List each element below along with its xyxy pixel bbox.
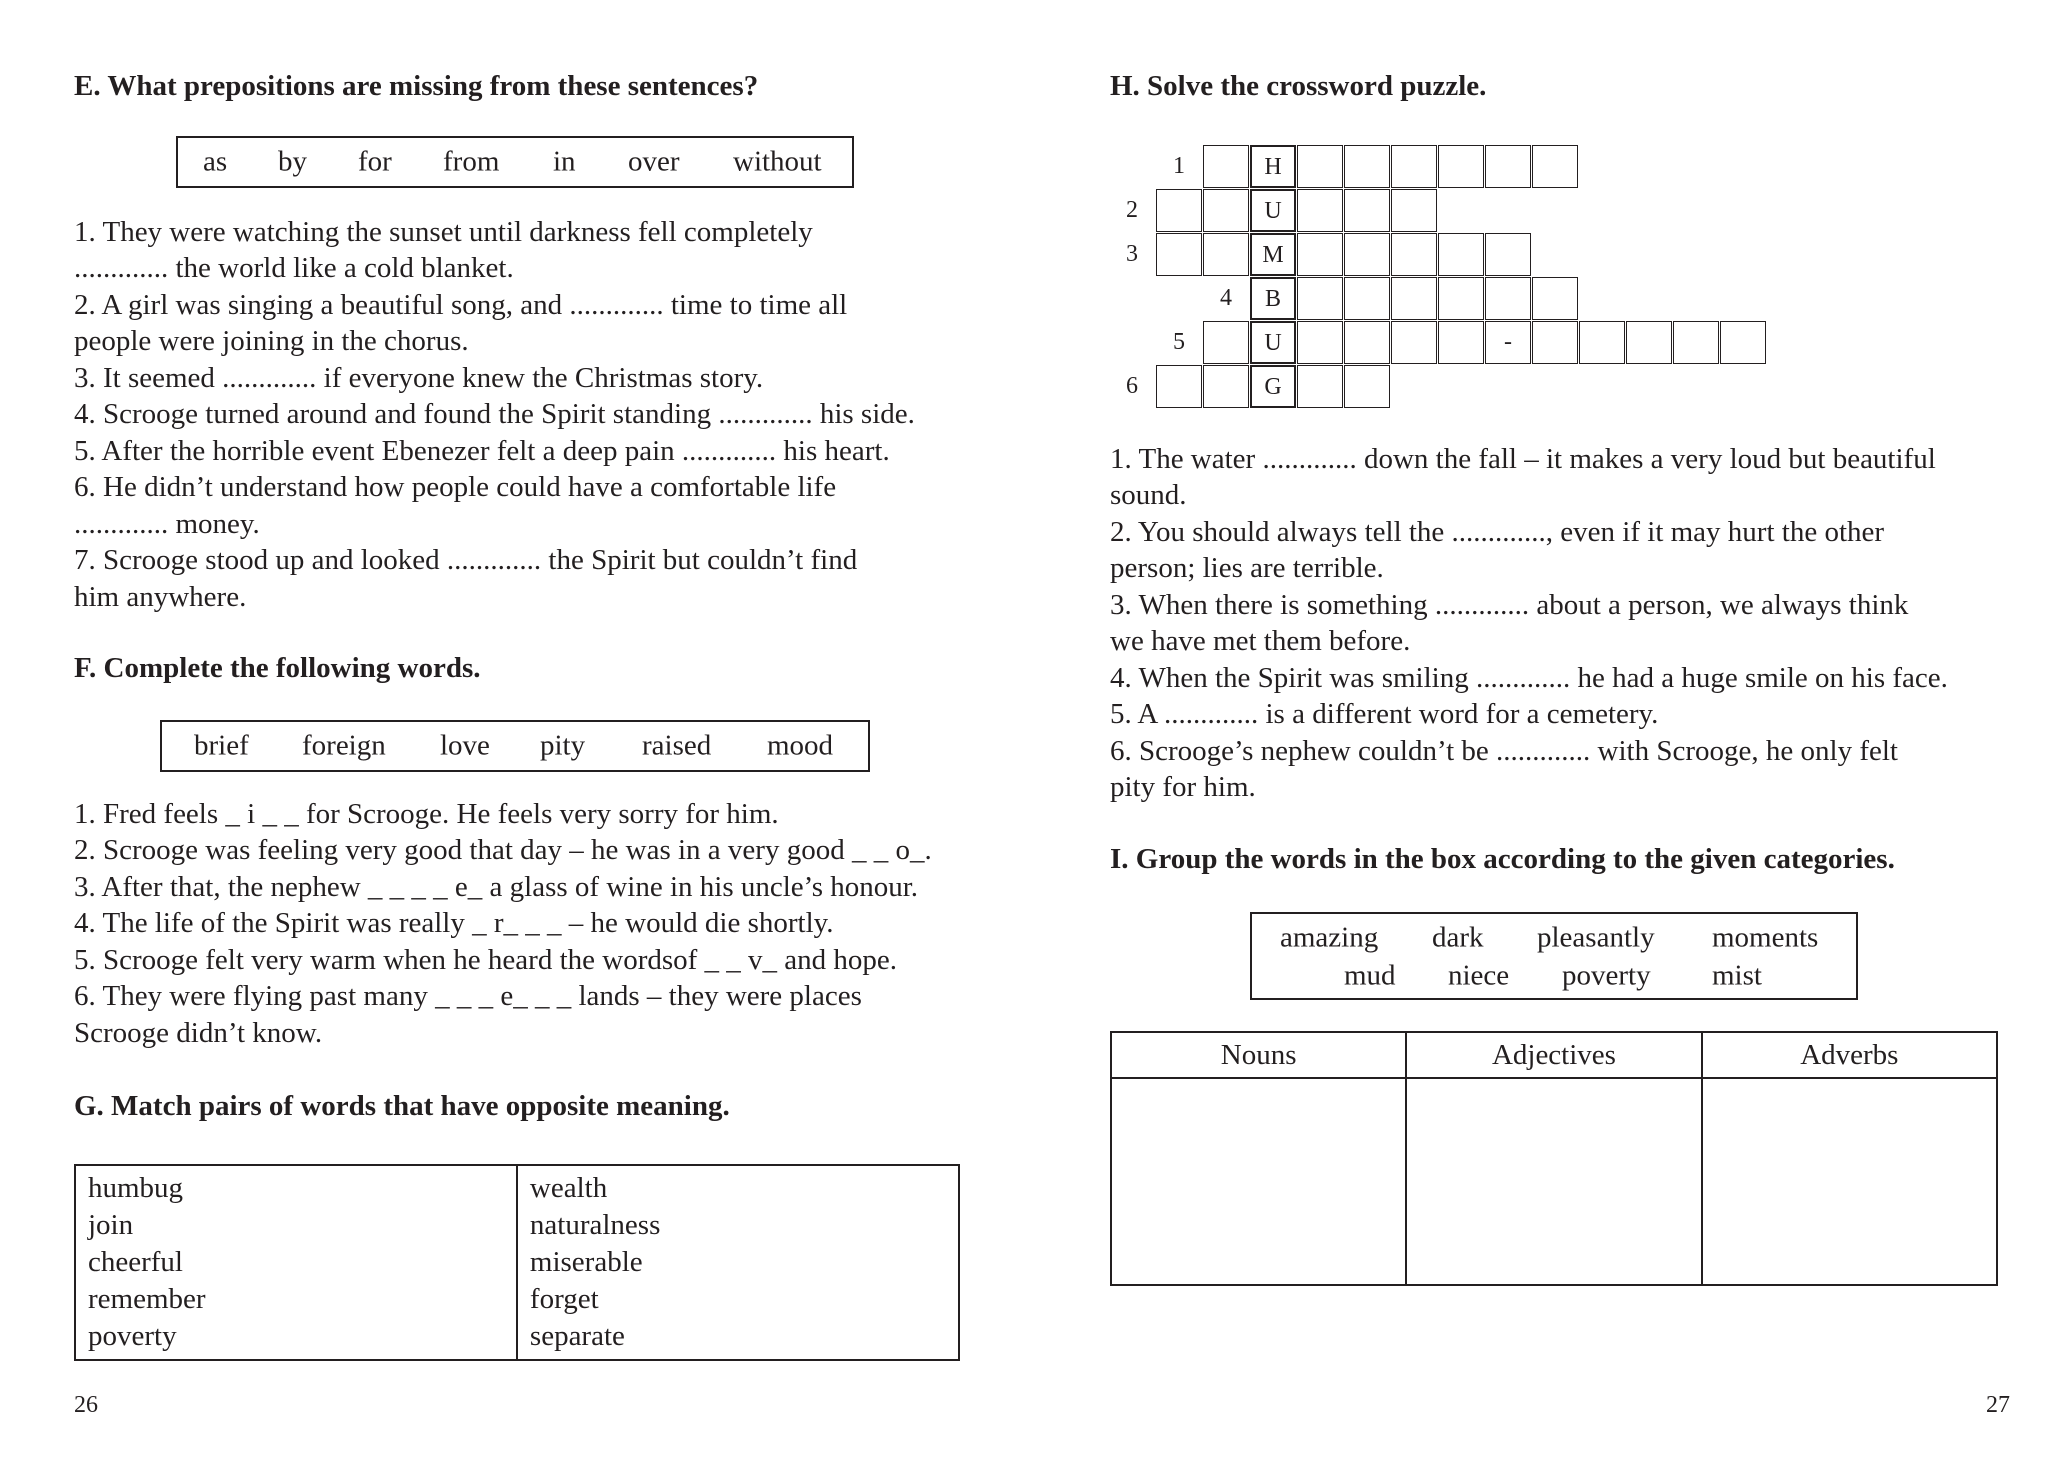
word-box-item: as bbox=[203, 145, 228, 178]
match-word: separate bbox=[529, 1320, 625, 1352]
match-word: wealth bbox=[529, 1172, 608, 1204]
opposites-table bbox=[74, 1164, 960, 1361]
match-word: humbug bbox=[88, 1172, 184, 1204]
word-box-item: dark bbox=[1432, 921, 1484, 954]
section-f-heading: F. Complete the following words. bbox=[74, 652, 481, 684]
crossword-cell[interactable] bbox=[1344, 189, 1390, 232]
adjectives-answer-cell[interactable] bbox=[1406, 1078, 1701, 1285]
exercise-line: 2. You should always tell the ............., even if it may hurt the other bbox=[1110, 516, 1885, 548]
word-box-item: pity bbox=[540, 729, 586, 762]
nouns-answer-cell[interactable] bbox=[1111, 1078, 1406, 1285]
crossword-grid bbox=[1110, 145, 1810, 415]
word-box-item: niece bbox=[1448, 959, 1510, 992]
crossword-cell[interactable] bbox=[1579, 321, 1625, 364]
word-box-item: by bbox=[278, 145, 307, 178]
word-box-item: mist bbox=[1712, 959, 1762, 992]
word-box-item: raised bbox=[642, 729, 712, 762]
crossword-cell[interactable] bbox=[1156, 189, 1202, 232]
crossword-cell[interactable] bbox=[1391, 321, 1437, 364]
exercise-line: 6. He didn’t understand how people could have a comfortable life bbox=[74, 471, 837, 503]
exercise-line: 6. They were flying past many _ _ _ e_ _ _ lands – they were places bbox=[74, 980, 862, 1012]
exercise-line: 1. The water ............. down the fall – it makes a very loud but beautiful bbox=[1110, 443, 1936, 475]
crossword-cell[interactable] bbox=[1297, 277, 1343, 320]
crossword-cell[interactable] bbox=[1203, 233, 1249, 276]
exercise-line: 5. A ............. is a different word for a cemetery. bbox=[1110, 698, 1659, 730]
category-header-adverbs: Adverbs bbox=[1702, 1032, 1997, 1078]
exercise-line: Scrooge didn’t know. bbox=[74, 1017, 323, 1049]
crossword-cell[interactable] bbox=[1391, 233, 1437, 276]
exercise-line: 5. Scrooge felt very warm when he heard the wordsof _ _ v_ and hope. bbox=[74, 944, 898, 976]
section-e-heading: E. What prepositions are missing from these sentences? bbox=[74, 70, 759, 102]
opposites-left-column bbox=[75, 1165, 517, 1360]
crossword-cell[interactable] bbox=[1203, 189, 1249, 232]
exercise-line: 6. Scrooge’s nephew couldn’t be ............. with Scrooge, he only felt bbox=[1110, 735, 1898, 767]
exercise-line: 4. The life of the Spirit was really _ r_ _ _ – he would die shortly. bbox=[74, 907, 834, 939]
crossword-cell[interactable] bbox=[1485, 233, 1531, 276]
word-box-item: over bbox=[628, 145, 680, 178]
word-box-item: brief bbox=[194, 729, 249, 762]
crossword-cell[interactable] bbox=[1720, 321, 1766, 364]
exercise-line: 4. Scrooge turned around and found the Spirit standing ............. his side. bbox=[74, 398, 915, 430]
adverbs-answer-cell[interactable] bbox=[1702, 1078, 1997, 1285]
exercise-line: 7. Scrooge stood up and looked ............. the Spirit but couldn’t find bbox=[74, 544, 858, 576]
crossword-cell[interactable] bbox=[1391, 189, 1437, 232]
match-word: cheerful bbox=[88, 1246, 183, 1278]
section-f-word-box bbox=[160, 720, 870, 772]
word-box-item: amazing bbox=[1280, 921, 1379, 954]
crossword-cell[interactable] bbox=[1485, 145, 1531, 188]
crossword-cell[interactable] bbox=[1438, 321, 1484, 364]
exercise-line: ............. the world like a cold blanket. bbox=[74, 252, 514, 284]
crossword-cell[interactable] bbox=[1297, 189, 1343, 232]
crossword-clue-number: 6 bbox=[1126, 373, 1138, 399]
crossword-cell[interactable]: - bbox=[1485, 321, 1531, 364]
crossword-cell[interactable] bbox=[1344, 277, 1390, 320]
section-i-heading: I. Group the words in the box according to the given categories. bbox=[1110, 843, 1895, 875]
crossword-cell[interactable] bbox=[1485, 277, 1531, 320]
word-box-item: foreign bbox=[302, 729, 386, 762]
word-box-item: in bbox=[553, 145, 576, 178]
crossword-cell[interactable] bbox=[1438, 233, 1484, 276]
crossword-cell[interactable] bbox=[1297, 145, 1343, 188]
word-box-item: poverty bbox=[1562, 959, 1651, 992]
match-word: naturalness bbox=[529, 1209, 661, 1241]
crossword-cell[interactable] bbox=[1297, 233, 1343, 276]
match-word: remember bbox=[88, 1283, 206, 1315]
crossword-cell[interactable] bbox=[1532, 277, 1578, 320]
crossword-cell[interactable] bbox=[1532, 321, 1578, 364]
crossword-cell[interactable] bbox=[1297, 365, 1343, 408]
crossword-clue-number: 4 bbox=[1220, 285, 1232, 311]
crossword-cell[interactable] bbox=[1297, 321, 1343, 364]
exercise-line: 1. Fred feels _ i _ _ for Scrooge. He feels very sorry for him. bbox=[74, 798, 779, 830]
match-word: poverty bbox=[88, 1320, 177, 1352]
crossword-cell[interactable] bbox=[1438, 277, 1484, 320]
exercise-line: 3. When there is something ............. about a person, we always think bbox=[1110, 589, 1909, 621]
categories-table bbox=[1110, 1031, 1998, 1286]
section-e-word-box bbox=[176, 136, 854, 188]
exercise-line: 1. They were watching the sunset until darkness fell completely bbox=[74, 216, 813, 248]
exercise-line: 4. When the Spirit was smiling ............. he had a huge smile on his face. bbox=[1110, 662, 1948, 694]
crossword-key-cell[interactable]: U bbox=[1250, 321, 1296, 364]
category-header-adjectives: Adjectives bbox=[1406, 1032, 1701, 1078]
word-box-item: moments bbox=[1712, 921, 1819, 954]
page-number-left: 26 bbox=[74, 1392, 98, 1418]
exercise-line: we have met them before. bbox=[1110, 625, 1411, 657]
crossword-cell[interactable] bbox=[1156, 233, 1202, 276]
crossword-cell[interactable] bbox=[1344, 233, 1390, 276]
crossword-cell[interactable] bbox=[1203, 321, 1249, 364]
exercise-line: 2. Scrooge was feeling very good that day – he was in a very good _ _ o_. bbox=[74, 834, 932, 866]
word-box-item: pleasantly bbox=[1537, 921, 1655, 954]
section-g-heading: G. Match pairs of words that have opposite meaning. bbox=[74, 1090, 730, 1122]
match-word: forget bbox=[529, 1283, 599, 1315]
exercise-line: people were joining in the chorus. bbox=[74, 325, 469, 357]
crossword-key-cell[interactable]: M bbox=[1250, 233, 1296, 276]
exercise-line: 5. After the horrible event Ebenezer felt a deep pain ............. his heart. bbox=[74, 435, 890, 467]
crossword-cell[interactable] bbox=[1203, 145, 1249, 188]
crossword-cell[interactable] bbox=[1626, 321, 1672, 364]
category-header-nouns: Nouns bbox=[1111, 1032, 1406, 1078]
word-box-item: mud bbox=[1344, 959, 1396, 992]
word-box-item: mood bbox=[767, 729, 834, 762]
crossword-cell[interactable] bbox=[1532, 145, 1578, 188]
crossword-cell[interactable] bbox=[1203, 365, 1249, 408]
crossword-key-cell[interactable]: B bbox=[1250, 277, 1296, 320]
word-box-item: love bbox=[440, 729, 490, 762]
crossword-cell[interactable] bbox=[1344, 321, 1390, 364]
exercise-line: 3. It seemed ............. if everyone knew the Christmas story. bbox=[74, 362, 764, 394]
crossword-cell[interactable] bbox=[1391, 277, 1437, 320]
crossword-cell[interactable] bbox=[1156, 365, 1202, 408]
crossword-cell[interactable] bbox=[1438, 145, 1484, 188]
crossword-key-cell[interactable]: G bbox=[1250, 365, 1296, 408]
crossword-cell[interactable] bbox=[1391, 145, 1437, 188]
exercise-line: pity for him. bbox=[1110, 771, 1256, 803]
match-word: miserable bbox=[529, 1246, 643, 1278]
crossword-cell[interactable] bbox=[1673, 321, 1719, 364]
exercise-line: ............. money. bbox=[74, 508, 260, 540]
crossword-cell[interactable] bbox=[1344, 145, 1390, 188]
word-box-item: from bbox=[443, 145, 500, 178]
exercise-line: 3. After that, the nephew _ _ _ _ e_ a glass of wine in his uncle’s honour. bbox=[74, 871, 919, 903]
crossword-key-cell[interactable]: H bbox=[1250, 145, 1296, 188]
exercise-line: him anywhere. bbox=[74, 581, 247, 613]
crossword-clue-number: 2 bbox=[1126, 197, 1138, 223]
crossword-clue-number: 3 bbox=[1126, 241, 1138, 267]
match-word: join bbox=[88, 1209, 134, 1241]
crossword-cell[interactable] bbox=[1344, 365, 1390, 408]
section-i-word-box bbox=[1250, 912, 1858, 1000]
exercise-line: person; lies are terrible. bbox=[1110, 552, 1384, 584]
crossword-clue-number: 5 bbox=[1173, 329, 1185, 355]
section-h-heading: H. Solve the crossword puzzle. bbox=[1110, 70, 1487, 102]
page-number-right: 27 bbox=[1986, 1392, 2010, 1418]
word-box-item: without bbox=[733, 145, 822, 178]
crossword-key-cell[interactable]: U bbox=[1250, 189, 1296, 232]
exercise-line: 2. A girl was singing a beautiful song, and ............. time to time all bbox=[74, 289, 848, 321]
crossword-clue-number: 1 bbox=[1173, 153, 1185, 179]
exercise-line: sound. bbox=[1110, 479, 1187, 511]
word-box-item: for bbox=[358, 145, 392, 178]
opposites-right-column bbox=[517, 1165, 959, 1360]
